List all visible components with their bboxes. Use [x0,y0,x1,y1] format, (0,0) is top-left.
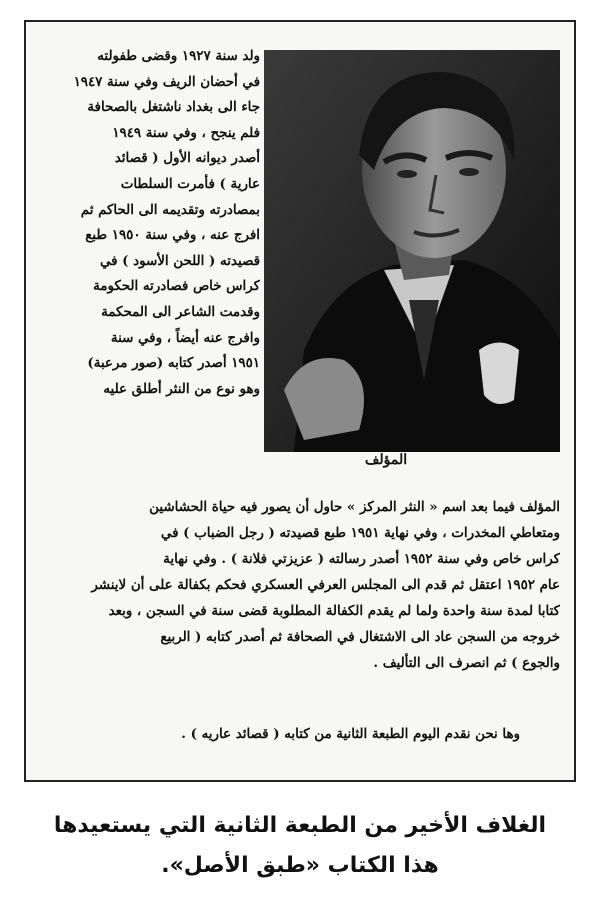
bio-line: في أحضان الريف وفي سنة ١٩٤٧ [73,73,260,90]
bio-line: ومتعاطي المخدرات ، وفي نهاية ١٩٥١ طبع قصيدته ( رجل الضباب ) في [160,525,560,541]
figure-caption [0,806,600,886]
author-photo [264,50,560,452]
caption-line: هذا الكتاب «طبق الأصل». [161,853,439,878]
bio-line: وهو نوع من النثر أطلق عليه [103,380,260,397]
bio-line: فلم ينجح ، وفي سنة ١٩٤٩ [112,124,260,141]
bio-line: كراس خاص وفي سنة ١٩٥٢ أصدر رسالته ( عزيزتي فلانة ) . وفي نهاية [163,551,560,567]
bio-line: أصدر ديوانه الأول ( قصائد [114,150,260,167]
bio-line: ١٩٥١ أصدر كتابه (صور مرعبة) [87,355,260,372]
author-portrait-image [264,50,560,452]
bio-line: كراس خاص فصادرته الحكومة [93,278,260,295]
book-back-cover [24,20,576,782]
photo-caption: المؤلف [364,452,408,468]
bio-line: كتابا لمدة سنة واحدة ولما لم يقدم الكفالة المطلوبة قضى سنة في السجن ، وبعد [108,603,560,619]
caption-line: الغلاف الأخير من الطبعة الثانية التي يستعيدها [53,813,547,838]
bio-line: قصيدته ( اللحن الأسود ) في [99,252,260,269]
bio-line: عام ١٩٥٢ اعتقل ثم قدم الى المجلس العرفي العسكري فحكم بكفالة على أن لاينشر [91,577,560,593]
bio-right-column [42,44,260,402]
bio-line: خروجه من السجن عاد الى الاشتغال في الصحافة ثم أصدر كتابه ( الربيع [160,629,560,645]
closing-line: وها نحن نقدم اليوم الطبعة الثانية من كتابه ( قصائد عاريه ) . [181,726,520,742]
bio-line: افرج عنه ، وفي سنة ١٩٥٠ طبع [85,227,260,244]
bio-full-width [42,494,560,676]
bio-line: ولد سنة ١٩٢٧ وقضى طفولته [97,48,260,64]
bio-line: والجوع ) ثم انصرف الى التأليف . [373,655,560,671]
bio-line: المؤلف فيما بعد اسم « النثر المركز » حاول أن يصور فيه حياة الحشاشين [149,499,560,515]
bio-line: جاء الى بغداد ناشتغل بالصحافة [87,99,260,116]
bio-line: عارية ) فأمرت السلطات [120,175,260,192]
bio-line: وافرج عنه أيضاً ، وفي سنة [110,329,260,346]
bio-line: بمصادرته وتقديمه الى الحاكم ثم [80,201,260,218]
bio-line: وقدمت الشاعر الى المحكمة [101,303,260,320]
